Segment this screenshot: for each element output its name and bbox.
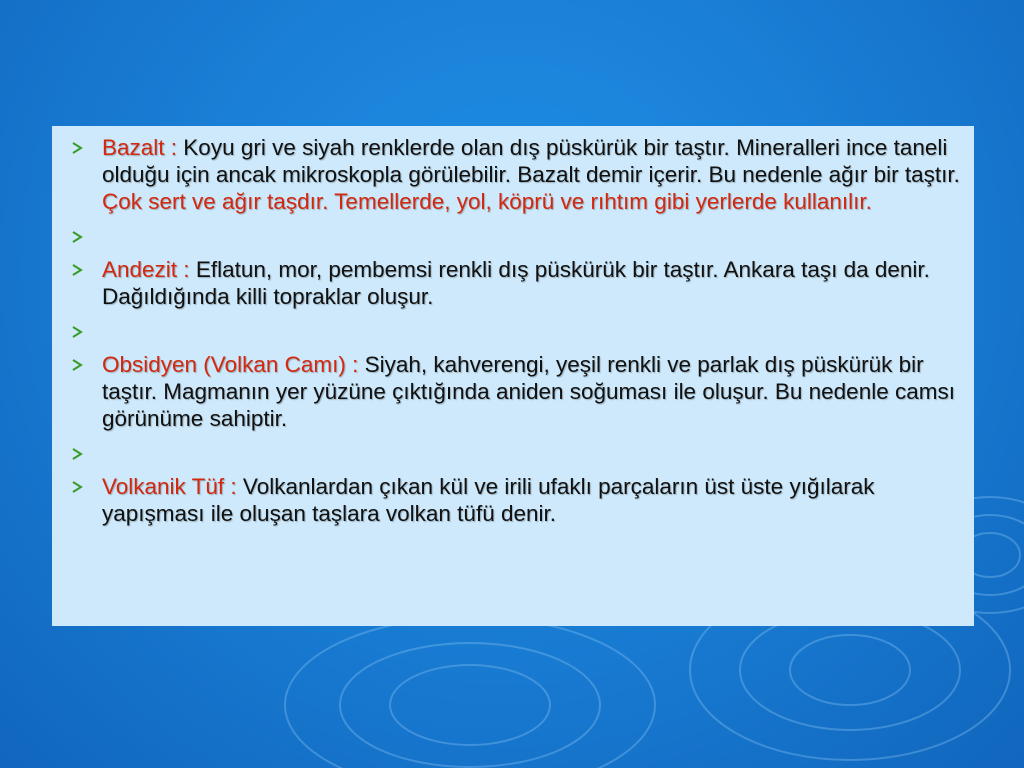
empty-bullet (70, 440, 960, 467)
bullet-text (102, 473, 960, 527)
list-item-bazalt (70, 134, 960, 215)
arrow-bullet-icon (70, 256, 102, 283)
list-item-obsidyen (70, 351, 974, 432)
term-label: Andezit : (102, 257, 196, 282)
empty-bullet (70, 223, 960, 250)
empty-bullet (70, 318, 960, 345)
term-label: Volkanik Tüf : (102, 474, 243, 499)
arrow-bullet-icon (70, 351, 102, 378)
arrow-bullet-icon (70, 440, 102, 467)
bullet-text (102, 351, 974, 432)
highlight-text: Çok sert ve ağır taşdır. Temellerde, yol, köprü ve rıhtım gibi yerlerde kullanılır. (102, 189, 872, 214)
bullet-text (102, 134, 960, 215)
description-text: Eflatun, mor, pembemsi renkli dış püskürük bir taştır. Ankara taşı da denir. Dağıldığında killi topraklar oluşur. (102, 257, 930, 309)
arrow-bullet-icon (70, 318, 102, 345)
description-text: Volkanlardan çıkan kül ve irili ufaklı parçaların üst üste yığılarak yapışması ile oluşan taşlara volkan tüfü denir. (102, 474, 875, 526)
description-text: Koyu gri ve siyah renklerde olan dış püskürük bir taştır. Mineralleri ince taneli olduğu için ancak mikroskopla görülebilir. Bazalt demir içerir. Bu nedenle ağır bir taştır. (102, 135, 960, 187)
description-text: Siyah, kahverengi, yeşil renkli ve parlak dış püskürük bir taştır. Magmanın yer yüzüne çıktığında aniden soğuması ile oluşur. Bu nedenle camsı görünüme sahiptir. (102, 352, 974, 431)
bullet-text (102, 256, 960, 310)
list-item-volkanik-tuf (70, 473, 960, 527)
arrow-bullet-icon (70, 223, 102, 250)
arrow-bullet-icon (70, 473, 102, 500)
arrow-bullet-icon (70, 134, 102, 161)
term-label: Obsidyen (Volkan Camı) : (102, 352, 365, 377)
content-panel (52, 126, 974, 626)
term-label: Bazalt : (102, 135, 184, 160)
list-item-andezit (70, 256, 960, 310)
